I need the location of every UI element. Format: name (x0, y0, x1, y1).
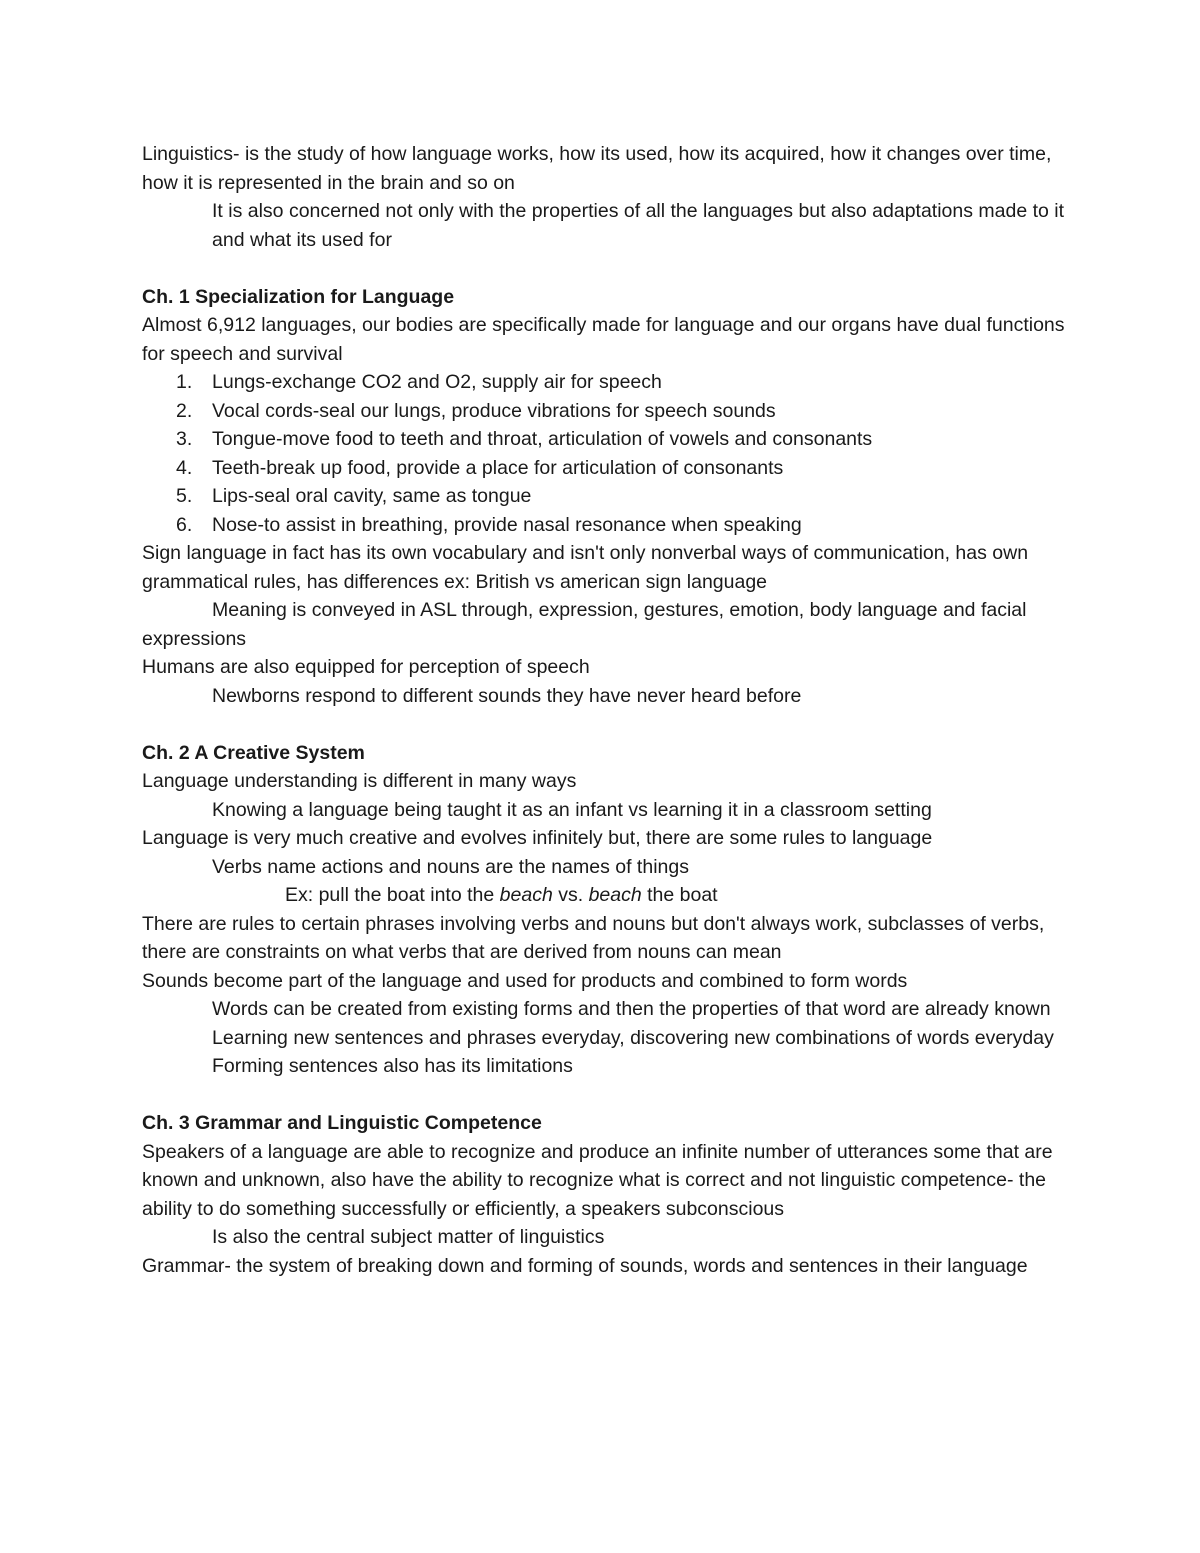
ch2-example: Ex: pull the boat into the beach vs. beach the boat (285, 884, 718, 906)
ch1-paragraph: Meaning is conveyed in ASL through, expression, gestures, emotion, body language and facial expressions (142, 599, 1027, 650)
chapter-2-heading: Ch. 2 A Creative System (142, 741, 365, 764)
ch3-paragraph: Speakers of a language are able to recognize and produce an infinite number of utterances some that are known and unknown, also have the ability to recognize what is correct and not linguistic competence- the ability to do something successfully or efficiently, a speakers subconscious (142, 1140, 1053, 1220)
chapter-1-heading: Ch. 1 Specialization for Language (142, 285, 455, 308)
list-item: 6. Nose-to assist in breathing, provide nasal resonance when speaking (176, 513, 802, 536)
ch3-paragraph: Grammar- the system of breaking down and forming of sounds, words and sentences in their language (142, 1254, 1028, 1277)
ch3-paragraph: Is also the central subject matter of linguistics (212, 1226, 605, 1248)
list-item: 1. Lungs-exchange CO2 and O2, supply air for speech (176, 371, 662, 393)
list-item: 2. Vocal cords-seal our lungs, produce vibrations for speech sounds (176, 399, 776, 422)
ch1-paragraph: Sign language in fact has its own vocabulary and isn't only nonverbal ways of communication, has own grammatical rules, has differences ex: British vs american sign language (142, 542, 1029, 593)
ch2-paragraph: Knowing a language being taught it as an infant vs learning it in a classroom setting (212, 798, 932, 821)
ch2-paragraph: Language is very much creative and evolves infinitely but, there are some rules to language (142, 827, 933, 849)
intro-definition: Linguistics- is the study of how language works, how its used, how its acquired, how it changes over time, how it is represented in the brain and so on (142, 143, 1052, 194)
ch2-paragraph: Learning new sentences and phrases everyday, discovering new combinations of words everyday (212, 1026, 1054, 1049)
spacer (142, 254, 1072, 283)
list-item: 4. Teeth-break up food, provide a place for articulation of consonants (176, 456, 784, 479)
ch2-paragraph: Verbs name actions and nouns are the names of things (212, 855, 689, 878)
list-item: 3. Tongue-move food to teeth and throat, articulation of vowels and consonants (176, 428, 873, 450)
intro-note: It is also concerned not only with the properties of all the languages but also adaptations made to it and what its used for (212, 200, 1065, 251)
ch1-paragraph: Almost 6,912 languages, our bodies are specifically made for language and our organs have dual functions for speech and survival (142, 314, 1065, 365)
ch2-paragraph: Sounds become part of the language and used for products and combined to form words (142, 969, 908, 992)
spacer (142, 1081, 1072, 1110)
ch1-paragraph: Newborns respond to different sounds they have never heard before (212, 684, 802, 707)
document-body (142, 140, 1072, 1280)
ch2-paragraph: Language understanding is different in many ways (142, 770, 577, 792)
ch1-paragraph: Humans are also equipped for perception of speech (142, 656, 590, 678)
ch2-paragraph: There are rules to certain phrases involving verbs and nouns but don't always work, subclasses of verbs, there are constraints on what verbs that are derived from nouns can mean (142, 912, 1045, 963)
chapter-3-heading: Ch. 3 Grammar and Linguistic Competence (142, 1112, 542, 1134)
list-item: 5. Lips-seal oral cavity, same as tongue (176, 485, 532, 507)
ch2-paragraph: Forming sentences also has its limitations (212, 1055, 573, 1077)
spacer (142, 710, 1072, 739)
organ-list (142, 368, 1072, 539)
ch2-paragraph: Words can be created from existing forms and then the properties of that word are already known (212, 998, 1051, 1020)
